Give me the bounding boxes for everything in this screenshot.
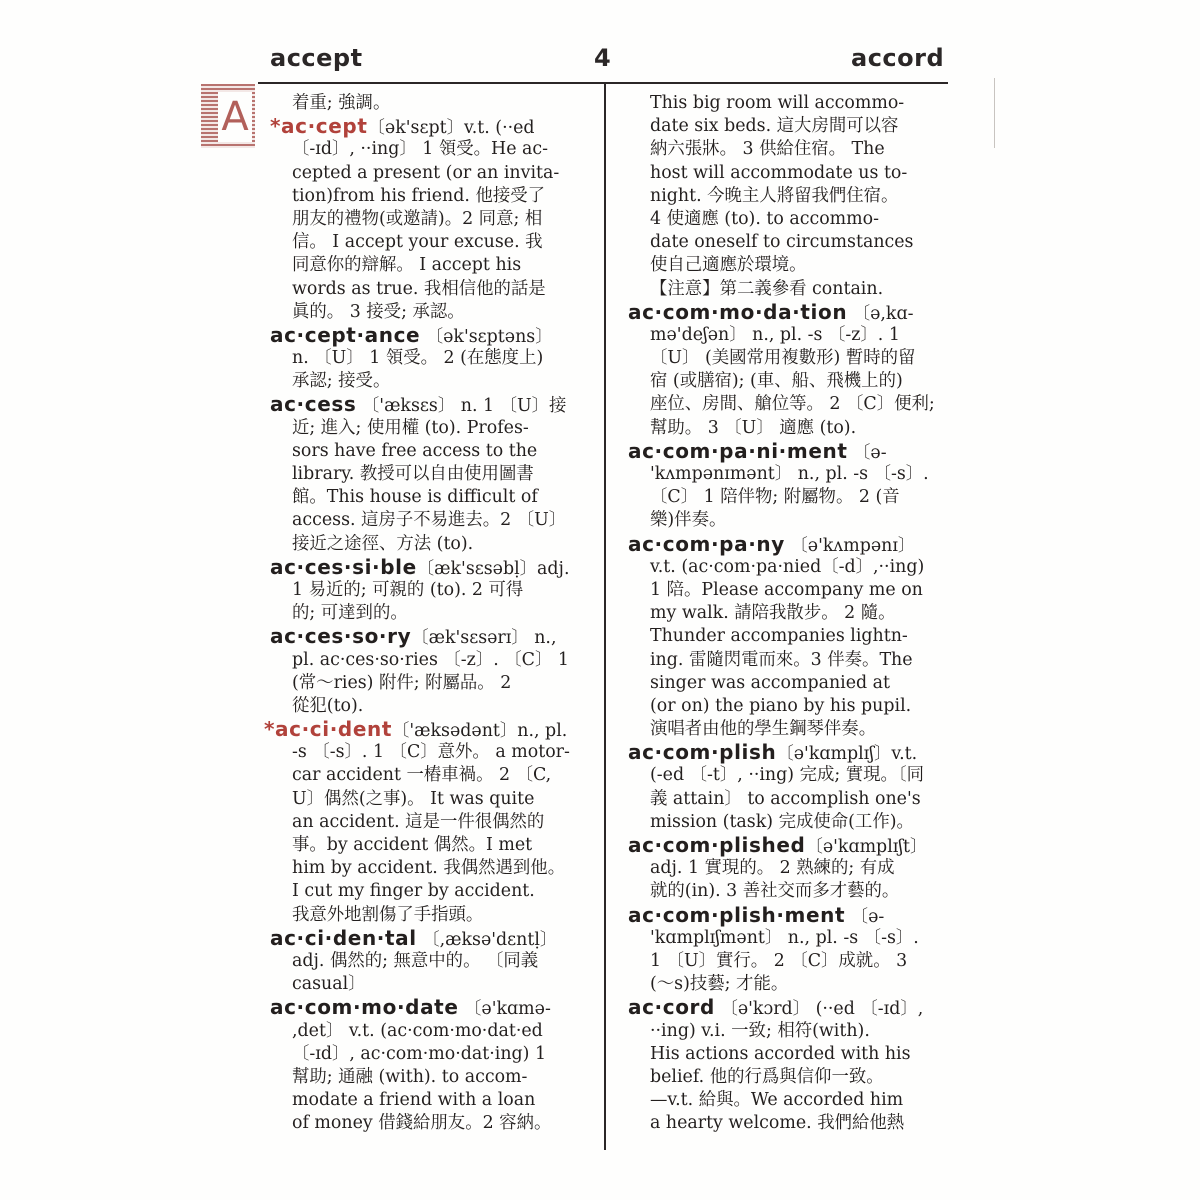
entry-text-line: an accident. 這是一件很偶然的 <box>292 811 545 832</box>
entry-text-line: 眞的。 3 接受; 承認。 <box>292 301 465 322</box>
entry-text-line: him by accident. 我偶然遇到他。 <box>292 858 566 879</box>
entry-text-line: (常～ries) 附件; 附屬品。 2 <box>292 672 512 693</box>
thumb-index-letter: A <box>218 92 252 142</box>
entry-text-line: 館。This house is difficult of <box>292 487 538 508</box>
entry-headword-line: *ac·cept〔ək'sɛpt〕v.t. (··ed <box>270 115 535 139</box>
entry-text-line: 〔-ɪd〕, ac·com·mo·dat·ing) 1 <box>292 1043 547 1064</box>
entry-text-line: 樂)伴奏。 <box>650 510 727 531</box>
entry-text-line: v.t. (ac·com·pa·nied〔-d〕,··ing) <box>650 556 925 577</box>
column-divider <box>604 84 606 1150</box>
entry-text-line: adj. 1 實現的。 2 熟練的; 有成 <box>650 858 895 879</box>
entry-text-line: Thunder accompanies lightn- <box>650 626 908 647</box>
entry-text-line: words as true. 我相信他的話是 <box>292 278 546 299</box>
entry-text-line: 義 attain〕 to accomplish one's <box>650 788 921 809</box>
entry-text-line: sors have free access to the <box>292 440 538 461</box>
entry-headword-line: ac·com·pa·ni·ment 〔ə- <box>628 439 887 463</box>
entry-text-line: ing. 雷隨閃電而來。3 伴奏。The <box>650 649 913 670</box>
entry-text-line: library. 教授可以自由使用圖書 <box>292 464 534 484</box>
entry-text-line: 4 使適應 (to). to accommo- <box>650 208 880 229</box>
entry-text-line: night. 今晚主人將留我們住宿。 <box>650 185 899 206</box>
header-rule <box>258 82 948 84</box>
entry-text-line: 着重; 強調。 <box>292 93 391 113</box>
entry-headword-line: *ac·ci·dent〔'æksədənt〕n., pl. <box>264 718 568 742</box>
entry-text-line: adj. 偶然的; 無意中的。 〔同義 <box>292 950 539 971</box>
entry-text-line: 1 易近的; 可親的 (to). 2 可得 <box>292 579 524 600</box>
entry-text-line: (-ed 〔-t〕, ··ing) 完成; 實現。〔同 <box>650 765 925 786</box>
entry-headword-line: ac·ces·so·ry〔æk'sɛsərɪ〕 n., <box>270 625 557 649</box>
entry-text-line: 1 陪。Please accompany me on <box>650 579 923 600</box>
entry-text-line: 信。 I accept your excuse. 我 <box>292 232 543 253</box>
entry-headword-line: ac·com·mo·date 〔ə'kɑmə- <box>270 996 551 1020</box>
edge-mark <box>994 78 995 148</box>
entry-text-line: U〕偶然(之事)。 It was quite <box>292 788 535 809</box>
entry-headword-line: ac·cord 〔ə'kɔrd〕 (··ed 〔-ɪd〕, <box>628 996 924 1020</box>
entry-text-line: my walk. 請陪我散步。 2 隨。 <box>650 603 896 624</box>
entry-text-line: This big room will accommo- <box>650 93 905 113</box>
entry-text-line: casual〕 <box>292 974 366 995</box>
entry-text-line: 幫助; 通融 (with). to accom- <box>292 1066 528 1087</box>
entry-text-line: 〔-ɪd〕, ··ing〕 1 領受。He ac- <box>292 139 549 160</box>
entry-text-line: His actions accorded with his <box>650 1043 911 1064</box>
entry-text-line: cepted a present (or an invita- <box>292 162 560 183</box>
entry-text-line: 朋友的禮物(或邀請)。2 同意; 相 <box>292 208 543 229</box>
entry-text-line: 座位、房間、艙位等。 2 〔C〕便利; <box>650 394 935 415</box>
entry-text-line: 〔C〕 1 陪伴物; 附屬物。 2 (音 <box>650 487 900 508</box>
entry-text-line: ··ing) v.i. 一致; 相符(with). <box>650 1020 870 1041</box>
page-number: 4 <box>594 44 612 72</box>
entry-headword-line: ac·ci·den·tal 〔,æksə'dɛntḷ〕 <box>270 926 558 950</box>
entry-headword-line: ac·com·mo·da·tion 〔ə,kɑ- <box>628 300 914 324</box>
entry-text-line: (～s)技藝; 才能。 <box>650 974 789 995</box>
entry-text-line: 近; 進入; 使用權 (to). Profes- <box>292 417 529 438</box>
entry-text-line: (or on) the piano by his pupil. <box>650 695 912 716</box>
entry-headword-line: ac·com·plished〔ə'kɑmplɪʃt〕 <box>628 834 928 857</box>
entry-text-line: 'kɑmplɪʃmənt〕 n., pl. -s 〔-s〕. <box>650 927 919 948</box>
entry-text-line: ,det〕 v.t. (ac·com·mo·dat·ed <box>292 1020 543 1041</box>
entry-text-line: 1 〔U〕實行。 2 〔C〕成就。 3 <box>650 950 908 971</box>
entry-text-line: date oneself to circumstances <box>650 232 914 253</box>
entry-text-line: 演唱者由他的學生鋼琴伴奏。 <box>650 719 877 740</box>
entry-text-line: pl. ac·ces·so·ries 〔-z〕. 〔C〕 1 <box>292 649 569 670</box>
entry-text-line: 的; 可達到的。 <box>292 603 408 624</box>
entry-text-line: car accident 一樁車禍。 2 〔C, <box>292 765 552 786</box>
right-column <box>616 92 950 1135</box>
entry-text-line: 幫助。 3 〔U〕 適應 (to). <box>650 417 857 438</box>
entry-text-line: 就的(in). 3 善社交而多才藝的。 <box>650 881 900 902</box>
entry-text-line: 從犯(to). <box>292 695 364 716</box>
entry-headword-line: ac·ces·si·ble〔æk'sɛsəbḷ〕adj. <box>270 555 570 579</box>
entry-text-line: host will accommodate us to- <box>650 162 908 183</box>
entry-text-line: mission (task) 完成使命(工作)。 <box>650 811 914 832</box>
entry-headword-line: ac·com·pa·ny 〔ə'kʌmpənɪ〕 <box>628 532 916 556</box>
entry-text-line: access. 這房子不易進去。2 〔U〕 <box>292 510 567 531</box>
entry-text-line: I cut my finger by accident. <box>292 881 535 902</box>
entry-text-line: 納六張牀。 3 供給住宿。 The <box>650 139 885 160</box>
entry-text-line: a hearty welcome. 我們給他熱 <box>650 1113 905 1134</box>
guide-word-right: accord <box>851 44 945 72</box>
entry-text-line: 我意外地割傷了手指頭。 <box>292 904 484 925</box>
entry-text-line: belief. 他的行爲與信仰一致。 <box>650 1066 884 1087</box>
entry-text-line: 使自己適應於環境。 <box>650 255 807 276</box>
entry-text-line: 事。by accident 偶然。I met <box>292 835 533 855</box>
entry-text-line: 【注意】第二義參看 contain. <box>650 278 884 299</box>
entry-text-line: n. 〔U〕 1 領受。 2 (在態度上) <box>292 348 544 369</box>
entry-headword-line: ac·com·plish〔ə'kɑmplɪʃ〕v.t. <box>628 741 918 765</box>
entry-text-line: 〔U〕 (美國常用複數形) 暫時的留 <box>650 348 916 369</box>
entry-text-line: tion)from his friend. 他接受了 <box>292 185 546 206</box>
entry-headword-line: ac·cept·ance 〔ək'sɛptəns〕 <box>270 323 553 347</box>
entry-headword-line: ac·cess 〔'æksɛs〕 n. 1 〔U〕接 <box>270 393 567 417</box>
entry-text-line: of money 借錢給朋友。2 容納。 <box>292 1113 552 1134</box>
entry-text-line: 宿 (或膳宿); (車、船、飛機上的) <box>650 371 903 392</box>
entry-text-line: date six beds. 這大房間可以容 <box>650 116 899 137</box>
entry-headword-line: ac·com·plish·ment 〔ə- <box>628 903 885 927</box>
entry-text-line: modate a friend with a loan <box>292 1090 536 1111</box>
entry-text-line: singer was accompanied at <box>650 672 891 693</box>
entry-text-line: 接近之途徑、方法 (to). <box>292 533 474 554</box>
entry-text-line: 同意你的辯解。 I accept his <box>292 255 522 276</box>
entry-text-line: mə'deʃən〕 n., pl. -s 〔-z〕. 1 <box>650 324 900 345</box>
entry-text-line: 承認; 接受。 <box>292 371 391 392</box>
entry-text-line: 'kʌmpənɪmənt〕 n., pl. -s 〔-s〕. <box>650 464 929 484</box>
entry-text-line: -s 〔-s〕. 1 〔C〕意外。 a motor- <box>292 742 570 763</box>
entry-text-line: —v.t. 給與。We accorded him <box>650 1090 904 1111</box>
left-column <box>258 92 594 1135</box>
guide-word-left: accept <box>270 44 363 72</box>
